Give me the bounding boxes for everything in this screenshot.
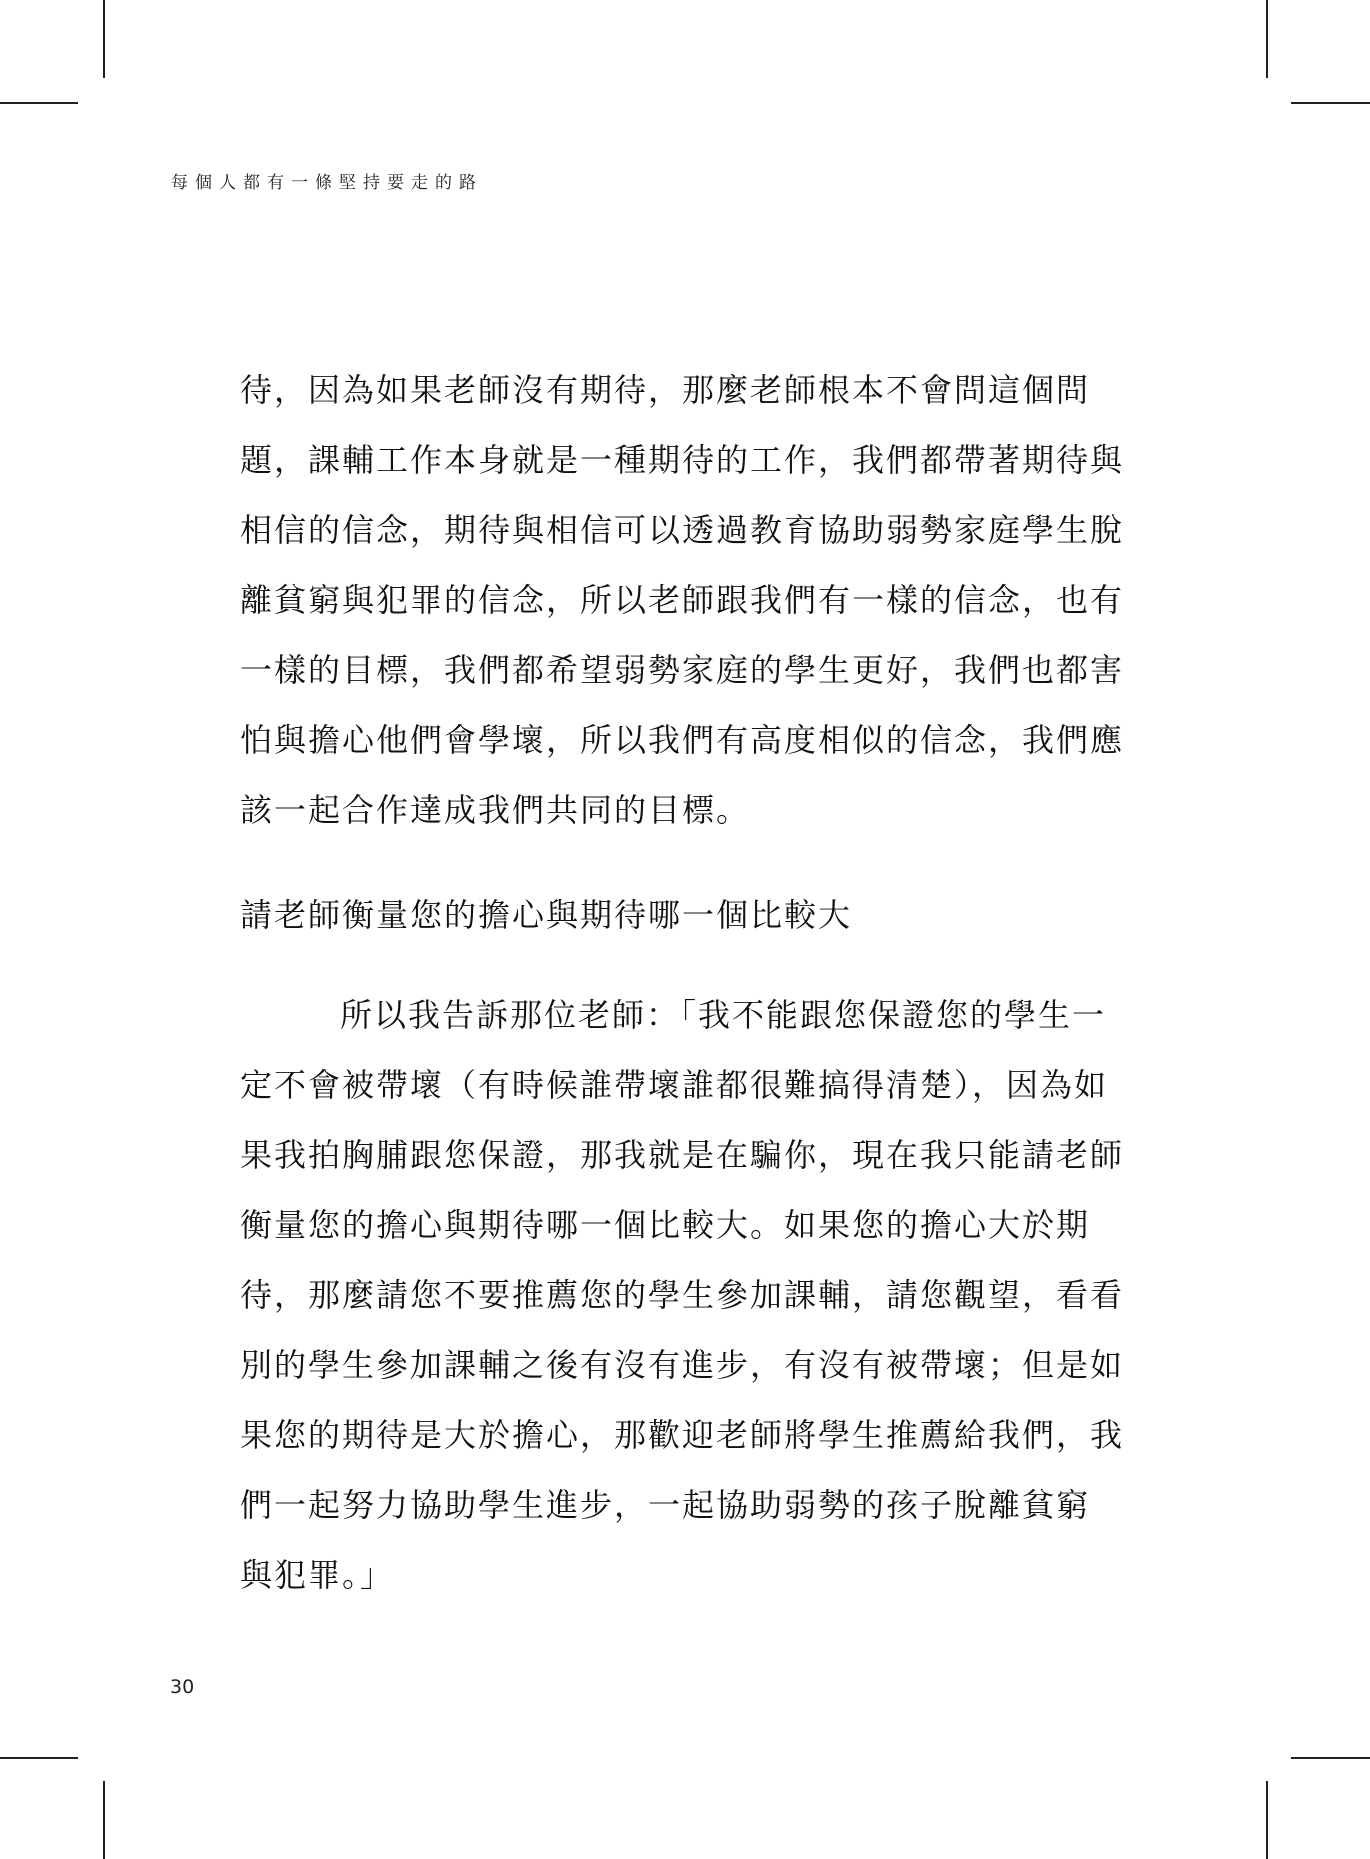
- paragraph-line: 相信的信念，期待與相信可以透過教育協助弱勢家庭學生脫: [240, 511, 1125, 549]
- paragraph-quote: [240, 980, 1125, 1610]
- paragraph-line: 果您的期待是大於擔心，那歡迎老師將學生推薦給我們，我: [240, 1416, 1125, 1454]
- paragraph-line: 定不會被帶壞（有時候誰帶壞誰都很難搞得清楚），因為如: [240, 1066, 1109, 1104]
- paragraph-line: 果我拍胸脯跟您保證，那我就是在騙你，現在我只能請老師: [240, 1136, 1125, 1174]
- paragraph-line: 所以我告訴那位老師：「我不能跟您保證您的學生一: [340, 996, 1107, 1034]
- crop-mark-top-right-vertical: [1266, 0, 1268, 78]
- paragraph-line: 題，課輔工作本身就是一種期待的工作，我們都帶著期待與: [240, 441, 1125, 479]
- crop-mark-bottom-left-horizontal: [0, 1757, 78, 1759]
- paragraph-continued: [240, 355, 1125, 845]
- paragraph-line: 該一起合作達成我們共同的目標。: [240, 791, 751, 829]
- crop-mark-top-left-horizontal: [0, 102, 78, 104]
- paragraph-line: 們一起努力協助學生進步，一起協助弱勢的孩子脫離貧窮: [240, 1486, 1091, 1524]
- crop-mark-top-left-vertical: [103, 0, 105, 78]
- paragraph-line: 待，因為如果老師沒有期待，那麼老師根本不會問這個問: [240, 371, 1091, 409]
- paragraph-line: 待，那麼請您不要推薦您的學生參加課輔，請您觀望，看看: [240, 1276, 1125, 1314]
- page-number: 30: [170, 1676, 195, 1698]
- crop-mark-bottom-left-vertical: [103, 1781, 105, 1859]
- paragraph-line: 離貧窮與犯罪的信念，所以老師跟我們有一樣的信念，也有: [240, 581, 1125, 619]
- running-header: 每個人都有一條堅持要走的路: [171, 173, 483, 193]
- paragraph-line: 怕與擔心他們會學壞，所以我們有高度相似的信念，我們應: [240, 721, 1125, 759]
- crop-mark-bottom-right-vertical: [1266, 1781, 1268, 1859]
- paragraph-line: 衡量您的擔心與期待哪一個比較大。如果您的擔心大於期: [240, 1206, 1091, 1244]
- section-heading: 請老師衡量您的擔心與期待哪一個比較大: [240, 896, 853, 934]
- crop-mark-bottom-right-horizontal: [1291, 1757, 1370, 1759]
- crop-mark-top-right-horizontal: [1291, 102, 1370, 104]
- paragraph-line: 與犯罪。」: [240, 1556, 395, 1594]
- paragraph-line: 一樣的目標，我們都希望弱勢家庭的學生更好，我們也都害: [240, 651, 1125, 689]
- paragraph-line: 別的學生參加課輔之後有沒有進步，有沒有被帶壞；但是如: [240, 1346, 1125, 1384]
